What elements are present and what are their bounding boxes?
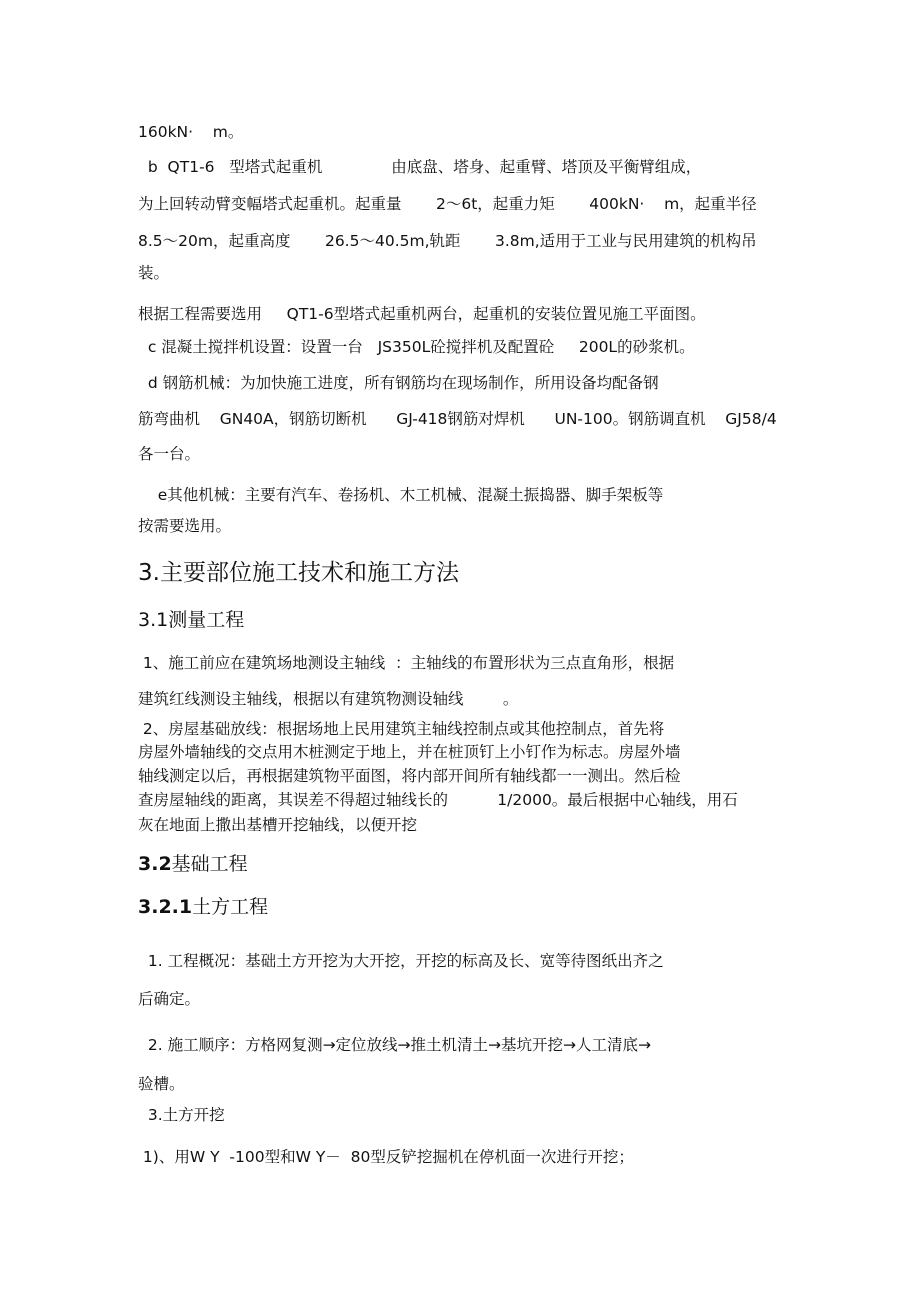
text-line: 160kN· m。 (138, 123, 244, 141)
text-line: 8.5～20m，起重高度 26.5～40.5m,轨距 3.8m,适用于工业与民用建筑的机构吊 (138, 232, 757, 250)
text-line: 1)、用W Y -100型和W Y－ 80型反铲挖掘机在停机面一次进行开挖； (138, 1148, 634, 1166)
section-heading: 3.主要部位施工技术和施工方法 (138, 560, 459, 586)
text-line: 灰在地面上撒出基槽开挖轴线，以便开挖 (138, 816, 418, 834)
text-line: 建筑红线测设主轴线，根据以有建筑物测设轴线 。 (138, 690, 519, 708)
subsection-heading (138, 851, 248, 877)
text-line: 轴线测定以后，再根据建筑物平面图，将内部开间所有轴线都一一测出。然后检 (138, 767, 681, 785)
text-line: 3.土方开挖 (138, 1106, 225, 1124)
text-line: 房屋外墙轴线的交点用木桩测定于地上，并在桩顶钉上小钉作为标志。房屋外墙 (138, 743, 681, 761)
text-line: 1、施工前应在建筑场地测设主轴线 ：主轴线的布置形状为三点直角形，根据 (138, 654, 675, 672)
text-line: c 混凝土搅拌机设置：设置一台 JS350L砼搅拌机及配置砼 200L的砂浆机。 (138, 338, 695, 356)
text-line: 1. 工程概况：基础土方开挖为大开挖，开挖的标高及长、宽等待图纸出齐之 (138, 952, 664, 970)
heading-number: 3.2.1 (138, 896, 193, 918)
heading-text: 基础工程 (171, 853, 248, 875)
text-line: e其他机械：主要有汽车、卷扬机、木工机械、混凝土振捣器、脚手架板等 (138, 486, 664, 504)
text-line: 验槽。 (138, 1075, 185, 1093)
subsection-heading: 3.1测量工程 (138, 609, 245, 631)
text-line: 2. 施工顺序：方格网复测→定位放线→推土机清土→基坑开挖→人工清底→ (138, 1036, 652, 1054)
text-line: 2、房屋基础放线：根据场地上民用建筑主轴线控制点或其他控制点，首先将 (138, 720, 665, 738)
subsection-heading (138, 894, 268, 920)
text-line: 查房屋轴线的距离，其误差不得超过轴线长的 1/2000。最后根据中心轴线，用石 (138, 791, 738, 809)
text-line: d 钢筋机械：为加快施工进度，所有钢筋均在现场制作，所用设备均配备钢 (138, 374, 659, 392)
text-line: 各一台。 (138, 445, 201, 463)
heading-text: 土方工程 (192, 896, 269, 918)
text-line: 为上回转动臂变幅塔式起重机。起重量 2～6t，起重力矩 400kN· m，起重半径 (138, 195, 757, 213)
text-line: 按需要选用。 (138, 517, 232, 535)
text-line: 装。 (138, 264, 170, 282)
text-line: 根据工程需要选用 QT1-6型塔式起重机两台，起重机的安装位置见施工平面图。 (138, 305, 706, 323)
text-line: 后确定。 (138, 990, 201, 1008)
text-line: 筋弯曲机 GN40A，钢筋切断机 GJ-418钢筋对焊机 UN-100。钢筋调直机 GJ58/4 (138, 410, 777, 428)
heading-number: 3.2 (138, 853, 172, 875)
text-line: b QT1-6 型塔式起重机 由底盘、塔身、起重臂、塔顶及平衡臂组成， (138, 158, 702, 176)
